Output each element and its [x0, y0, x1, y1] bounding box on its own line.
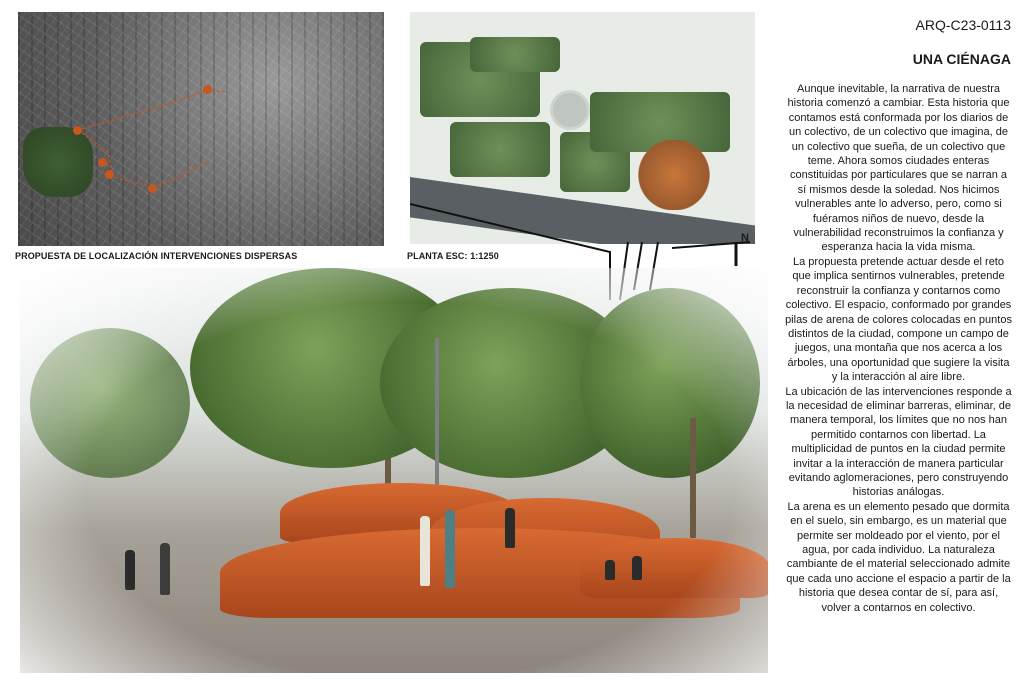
north-label: N: [741, 232, 749, 244]
tree-canopy: [580, 288, 760, 478]
intervention-marker: [98, 158, 107, 167]
description-paragraph: La arena es un elemento pesado que dormita en el suelo, sin embargo, es un material que permite ser moldeado por el viento, por el agua, por cada individuo. La naturaleza cambiante de el material seleccionado admite que cada uno accione el espacio a partir de la historia que desea contar de sí, para así, volver a contarnos en colectivo.: [786, 500, 1011, 614]
map-caption: PROPUESTA DE LOCALIZACIÓN INTERVENCIONES DISPERSAS: [15, 251, 298, 261]
plaza-circle: [550, 90, 590, 130]
garden-bed: [450, 122, 550, 177]
tree-trunk: [690, 418, 696, 538]
project-description: [785, 82, 1012, 615]
person-figure: [632, 556, 642, 580]
project-title: UNA CIÉNAGA: [912, 51, 1011, 67]
location-satellite-map: [18, 12, 384, 246]
person-figure: [420, 516, 430, 586]
intervention-marker: [73, 126, 82, 135]
perspective-render: [20, 268, 768, 673]
description-paragraph: La ubicación de las intervenciones responde a la necesidad de eliminar barreras, eliminar, de manera temporal, los límites que no nos han permitido contarnos con libertad. La multiplicidad de puntos en la ciudad permite invitar a la interacción de manera particular evitando aglomeraciones, pero construyendo historias análogas.: [785, 385, 1012, 499]
tree-canopy: [30, 328, 190, 478]
person-figure: [160, 543, 170, 595]
description-paragraph: La propuesta pretende actuar desde el reto que implica sentirnos vulnerables, pretende reconstruir la confianza y contarnos como colectivo. El espacio, conformado por grandes pilas de arena de colores colocadas en puntos distintos de la ciudad, compone un campo de juegos, una montaña que nos acerca a los árboles, una oportunidad que sugiere la visita y la interacción al aire libre.: [785, 255, 1012, 384]
person-figure: [125, 550, 135, 590]
person-figure: [445, 510, 455, 588]
garden-bed: [470, 37, 560, 72]
person-figure: [505, 508, 515, 548]
intervention-marker: [148, 184, 157, 193]
intervention-marker: [203, 85, 212, 94]
description-paragraph: Aunque inevitable, la narrativa de nuestra historia comenzó a cambiar. Esta historia que contamos está conformada por los diarios de un colectivo, de un colectivo que imagina, de un colectivo que sueña, de un colectivo que teme. Ahora somos ciudades enteras constituidas por particulares que se narran a sí mismos desde la soledad. Nos hicimos vulnerables ante lo adverso, pero, como si fuéramos niños de nuevo, desde la vulnerabilidad reconstruimos la confianza y esperanza hacia la vida misma.: [787, 83, 1010, 254]
plan-caption: PLANTA ESC: 1:1250: [407, 251, 499, 261]
intervention-marker: [105, 170, 114, 179]
person-figure: [605, 560, 615, 580]
project-code: ARQ-C23-0113: [915, 17, 1011, 33]
